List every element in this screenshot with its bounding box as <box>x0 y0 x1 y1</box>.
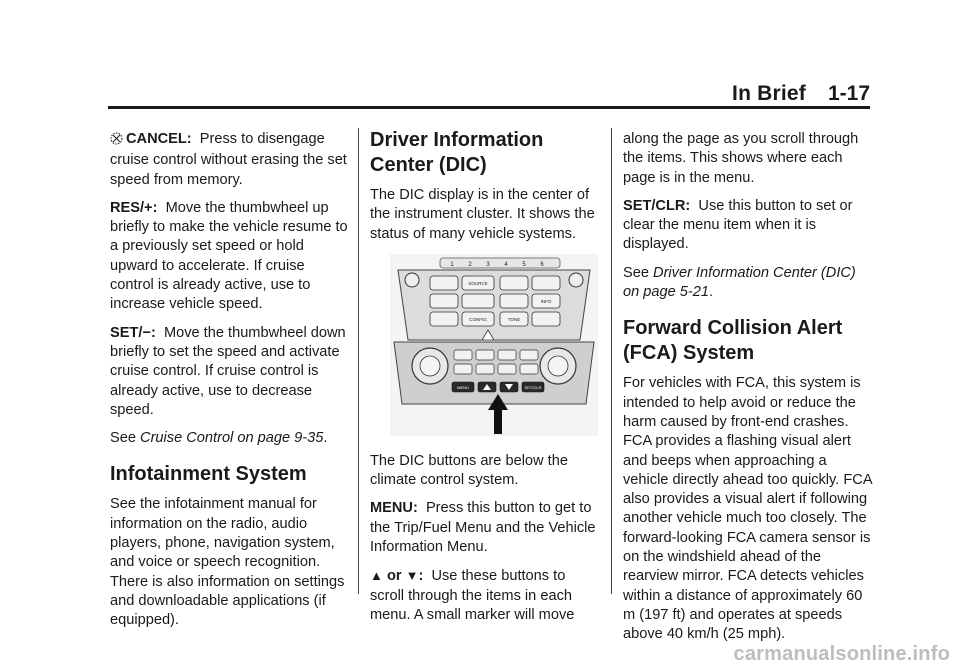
tone-label: TONE <box>507 316 521 322</box>
preset-3-label: 3 <box>486 261 490 268</box>
fca-paragraph: For vehicles with FCA, this system is intended to help avoid or reduce the harm caused by front-end crashes. FCA provides a flashing visual alert and beeps when approaching a vehicle directly ahead too quickly. FCA also provides a visual alert if following another vehicle much too closely. The forward-looking FCA camera sensor is on the windshield ahead of the rearview mirror. FCA detects vehicles within a distance of approximately 60 m (197 ft) and operates at speeds above 40 km/h (25 mph). <box>623 375 872 643</box>
dic-buttons-paragraph: The DIC buttons are below the climate control system. <box>370 452 568 489</box>
center-stack-illustration <box>390 254 598 436</box>
menu-paragraph <box>370 499 602 557</box>
scroll-continuation-paragraph: along the page as you scroll through the items. This shows where each page is in the menu. <box>623 131 859 186</box>
cancel-paragraph <box>110 130 350 190</box>
watermark: carmanualsonline.info <box>733 643 950 665</box>
dic-controls-figure <box>390 254 598 436</box>
set-label: SET/−: <box>110 324 156 341</box>
see-prefix: See <box>623 264 649 281</box>
preset-5-label: 5 <box>522 261 526 268</box>
cruise-control-reference[interactable]: Cruise Control on page 9-35 <box>140 430 324 447</box>
set-paragraph <box>110 324 350 420</box>
column-middle <box>370 130 602 634</box>
config-label: CONFIG <box>469 316 487 322</box>
res-text: Move the thumbwheel up briefly to make the vehicle resume to a previously set speed or hold upward to accelerate. If cruise control is already active, use to increase vehicle speed. <box>110 199 348 313</box>
see-dic-paragraph <box>623 264 873 303</box>
res-label: RES/+: <box>110 199 158 216</box>
column-right <box>623 130 873 654</box>
dic-intro-paragraph: The DIC display is in the center of the instrument cluster. It shows the status of many vehicle systems. <box>370 187 595 242</box>
arrows-text: Use these buttons to scroll through the items in each menu. A small marker will move <box>370 568 575 623</box>
source-label: SOURCE <box>468 280 488 286</box>
arrows-colon: : <box>418 568 424 585</box>
res-paragraph <box>110 199 350 315</box>
infotainment-paragraph: See the infotainment manual for information on the radio, audio players, phone, navigation system, and voice or speech recognition. There is also information on settings and downloadable applications (if equipped). <box>110 496 345 629</box>
cancel-label: CANCEL: <box>126 131 192 147</box>
page-number: 1-17 <box>827 82 870 105</box>
preset-2-label: 2 <box>468 261 472 268</box>
header-rule <box>108 106 870 109</box>
see-suffix: . <box>323 430 328 447</box>
arrows-paragraph <box>370 566 602 625</box>
preset-6-label: 6 <box>540 261 544 268</box>
menu-button-label: MENU <box>457 384 469 390</box>
dic-heading: Driver Information Center (DIC) <box>370 129 544 176</box>
column-divider-2 <box>611 128 612 594</box>
see-prefix: See <box>110 430 136 447</box>
cancel-icon <box>110 132 123 151</box>
or-word: or <box>386 568 402 585</box>
arrow-up-icon: ▲ <box>370 568 383 584</box>
preset-1-label: 1 <box>450 261 454 268</box>
section-title: In Brief <box>732 82 806 105</box>
setclr-label: SET/CLR: <box>623 197 691 214</box>
infotainment-heading: Infotainment System <box>110 463 307 486</box>
menu-label: MENU: <box>370 500 418 517</box>
setclr-paragraph <box>623 197 873 255</box>
page-header <box>0 0 960 110</box>
setclr-text: Use this button to set or clear the menu item when it is displayed. <box>623 197 853 253</box>
see-suffix: . <box>709 284 714 301</box>
dic-reference[interactable]: Driver Information Center (DIC) on page 5-21 <box>623 264 856 301</box>
column-divider-1 <box>358 128 359 594</box>
set-text: Move the thumbwheel down briefly to set the speed and activate cruise control. If cruise control is already active, use to decrease speed. <box>110 324 346 418</box>
see-cruise-paragraph <box>110 429 350 448</box>
arrow-down-icon: ▼ <box>405 568 419 584</box>
column-left <box>110 130 350 640</box>
cancel-text: Press to disengage cruise control without erasing the set speed from memory. <box>110 131 347 188</box>
menu-text: Press this button to get to the Trip/Fuel Menu and the Vehicle Information Menu. <box>370 500 596 556</box>
setclr-button-label: SET/CLR <box>524 384 542 390</box>
fca-heading: Forward Collision Alert (FCA) System <box>623 317 843 365</box>
info-label: INFO <box>540 298 552 304</box>
preset-4-label: 4 <box>504 261 508 268</box>
